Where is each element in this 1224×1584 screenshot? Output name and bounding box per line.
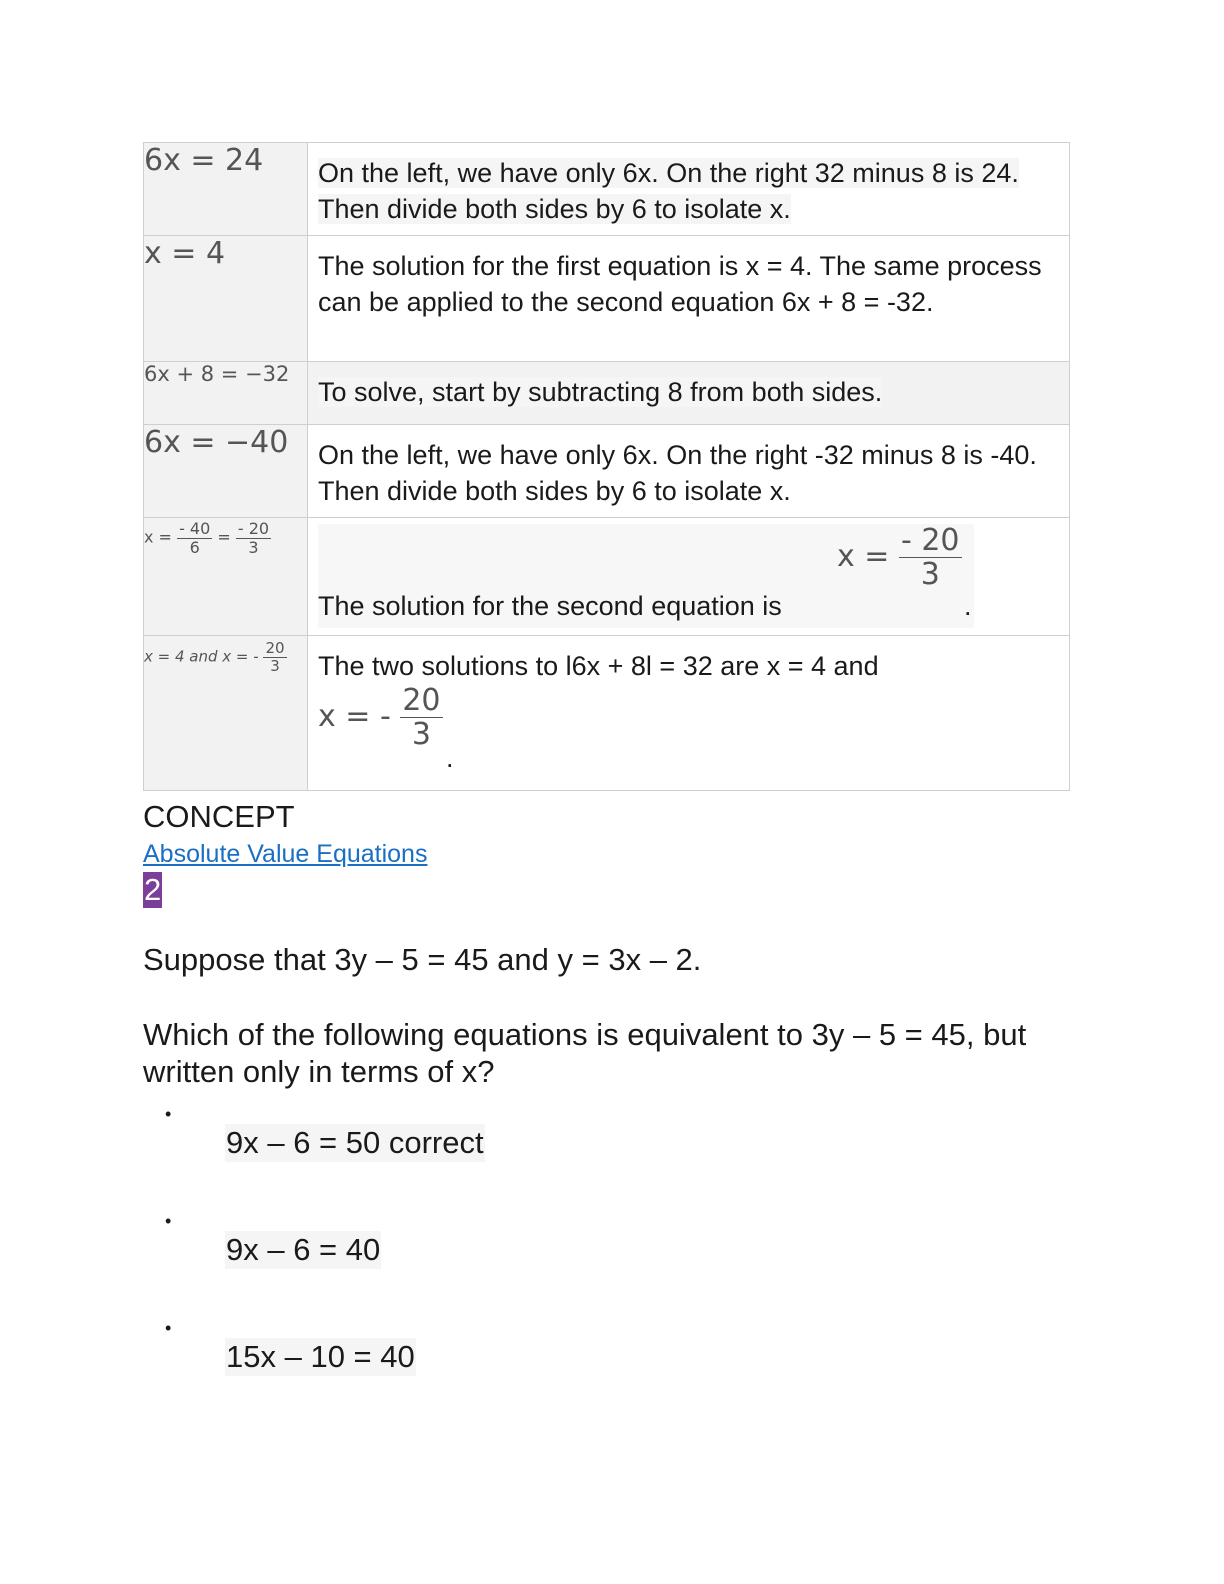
solution-equation-image (837, 524, 962, 591)
math-cell (144, 425, 308, 518)
answer-choice[interactable] (143, 1211, 1070, 1318)
explanation-text: On the left, we have only 6x. On the right 32 minus 8 is 24. Then divide both sides by 6 to isolate x. (318, 158, 1019, 224)
fraction-denominator: 3 (411, 717, 431, 752)
answer-choices (143, 1104, 1070, 1425)
trailing-period: . (964, 591, 972, 621)
solution-steps-table (143, 142, 1070, 791)
math-expression: 6x = −40 (144, 425, 289, 460)
math-prefix: x = 4 and x = - (144, 647, 259, 666)
answer-choice[interactable] (143, 1318, 1070, 1425)
explanation-cell (308, 362, 1070, 425)
question-setup: Suppose that 3y – 5 = 45 and y = 3x – 2. (143, 942, 702, 977)
answer-choice-text[interactable]: 9x – 6 = 40 (226, 1232, 381, 1267)
question-number-badge: 2 (144, 872, 162, 907)
fraction (236, 520, 271, 556)
fraction (177, 520, 212, 556)
trailing-period: . (446, 743, 454, 773)
fraction (899, 524, 962, 591)
table-row (144, 362, 1070, 425)
math-cell (144, 636, 308, 791)
fraction-denominator: 3 (270, 656, 280, 675)
math-cell (144, 518, 308, 636)
explanation-cell (308, 636, 1070, 791)
math-expression: 6x + 8 = −32 (144, 362, 290, 386)
fraction-denominator: 3 (248, 537, 259, 557)
explanation-text: The solution for the second equation is (318, 591, 782, 621)
fraction-denominator: 6 (189, 537, 200, 557)
table-row (144, 143, 1070, 236)
explanation-cell (308, 518, 1070, 636)
fraction-numerator: - 40 (179, 519, 211, 538)
explanation-cell (308, 143, 1070, 236)
math-cell (144, 143, 308, 236)
math-cell (144, 362, 308, 425)
solution-prefix: x = - (318, 699, 391, 734)
question-prompt: Which of the following equations is equivalent to 3y – 5 = 45, but written only in terms of x? (143, 1017, 1027, 1089)
fraction-numerator: - 20 (900, 523, 960, 558)
math-expression: 6x = 24 (144, 143, 264, 178)
table-row (144, 425, 1070, 518)
table-row (144, 636, 1070, 791)
bullet-icon: • (165, 1318, 172, 1338)
equals-sign: = (217, 527, 231, 547)
explanation-block (318, 524, 974, 628)
bullet-icon: • (165, 1211, 172, 1231)
fraction-numerator: 20 (402, 683, 441, 718)
answer-choice[interactable] (143, 1104, 1070, 1211)
fraction (263, 640, 286, 674)
table-row (144, 236, 1070, 362)
math-expression (144, 640, 307, 674)
explanation-text: On the left, we have only 6x. On the right -32 minus 8 is -40. Then divide both sides by 6 to isolate x. (318, 440, 1037, 506)
document-page (143, 142, 1070, 1425)
answer-choice-text[interactable]: 9x – 6 = 50 correct (226, 1125, 484, 1160)
bullet-icon: • (165, 1104, 172, 1124)
solution-block (318, 684, 1059, 778)
solution-equation-image (318, 684, 443, 751)
fraction-numerator: - 20 (237, 519, 270, 538)
explanation-text: To solve, start by subtracting 8 from both sides. (318, 377, 883, 407)
math-expression: x = 4 (144, 236, 226, 271)
explanation-text: The solution for the first equation is x = 4. The same process can be applied to the second equation 6x + 8 = -32. (318, 251, 1042, 317)
explanation-cell (308, 425, 1070, 518)
math-cell (144, 236, 308, 362)
math-expression (144, 520, 307, 556)
fraction (400, 684, 442, 751)
fraction-denominator: 3 (920, 557, 940, 592)
explanation-text: The two solutions to l6x + 8l = 32 are x = 4 and (318, 651, 879, 681)
table-row (144, 518, 1070, 636)
answer-choice-text[interactable]: 15x – 10 = 40 (226, 1339, 415, 1374)
explanation-cell (308, 236, 1070, 362)
concept-heading: CONCEPT (143, 799, 295, 834)
solution-prefix: x = (837, 539, 890, 574)
fraction-numerator: 20 (265, 639, 285, 657)
math-prefix: x = (144, 527, 172, 547)
concept-link[interactable]: Absolute Value Equations (143, 840, 428, 868)
